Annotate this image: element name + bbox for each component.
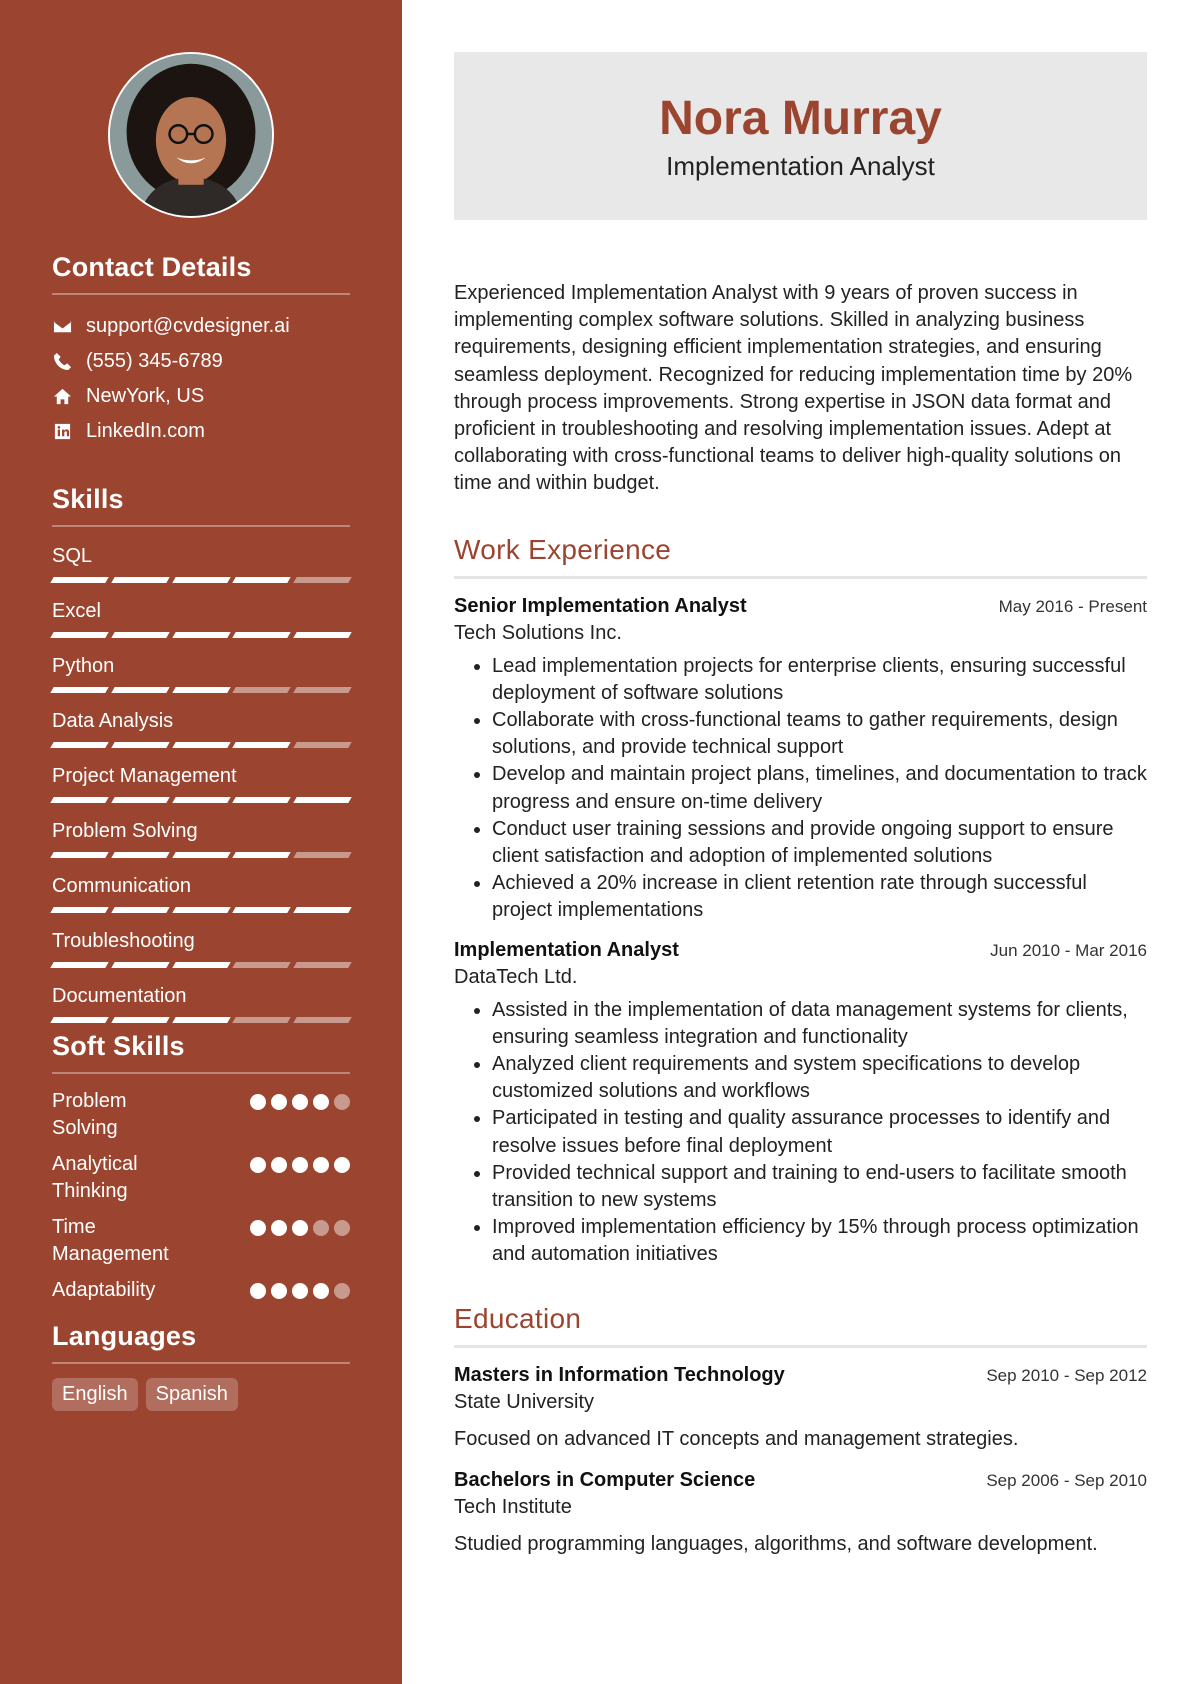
skill-level-bar	[52, 907, 350, 913]
skill-level-segment	[50, 687, 108, 693]
soft-skill-item	[52, 1277, 350, 1304]
job-bullets	[454, 653, 1147, 925]
skills-list	[52, 541, 350, 1023]
contact-linkedin[interactable]	[52, 414, 350, 449]
languages-section	[52, 1321, 350, 1411]
skill-item	[52, 541, 350, 583]
skill-name: Documentation	[52, 985, 187, 1007]
skill-item	[52, 981, 350, 1023]
skill-level-segment	[111, 962, 169, 968]
summary-paragraph: Experienced Implementation Analyst with 9 years of proven success in implementing complex software solutions. Skilled in analyzing business requirements, designing efficient implementation strategies, and ensuring seamless deployment. Recognized for reducing implementation time by 20% through process improvements. Strong expertise in JSON data format and proficient in troubleshooting and resolving implementation issues. Adept at collaborating with cross-functional teams to deliver high-quality solutions on time and within budget.	[454, 282, 1133, 495]
skill-level-segment	[233, 907, 291, 913]
skill-name: SQL	[52, 545, 93, 567]
rating-dot	[271, 1094, 287, 1110]
skill-level-segment	[111, 632, 169, 638]
skill-level-segment	[233, 742, 291, 748]
education-dates: Sep 2006 - Sep 2010	[986, 1470, 1147, 1490]
skill-level-bar	[52, 797, 350, 803]
skill-level-segment	[233, 962, 291, 968]
skill-item	[52, 871, 350, 913]
education-description: Focused on advanced IT concepts and management strategies.	[454, 1427, 1019, 1450]
languages-heading: Languages	[52, 1321, 350, 1364]
skill-level-segment	[50, 907, 108, 913]
name-header	[454, 52, 1147, 220]
rating-dot	[313, 1283, 329, 1299]
contact-linkedin-text: LinkedIn.com	[86, 420, 205, 442]
rating-dot	[250, 1157, 266, 1173]
soft-skill-item	[52, 1214, 350, 1268]
skill-level-segment	[293, 687, 351, 693]
skill-level-segment	[172, 907, 230, 913]
soft-skills-heading: Soft Skills	[52, 1031, 350, 1074]
sidebar	[0, 0, 402, 1684]
education-description: Studied programming languages, algorithms, and software development.	[454, 1532, 1098, 1555]
job-entry	[454, 939, 1147, 1269]
skill-level-segment	[172, 577, 230, 583]
education-entry	[454, 1364, 1147, 1451]
skill-level-segment	[233, 632, 291, 638]
rating-dot	[292, 1283, 308, 1299]
main-content	[454, 52, 1147, 1556]
soft-skill-name: Adaptability	[52, 1279, 156, 1301]
soft-skill-name: Analytical Thinking	[52, 1153, 138, 1202]
soft-skill-rating	[250, 1088, 350, 1110]
soft-skill-item	[52, 1151, 350, 1205]
soft-skill-rating	[250, 1151, 350, 1173]
person-name: Nora Murray	[659, 91, 942, 145]
rating-dot	[250, 1220, 266, 1236]
contact-location	[52, 379, 350, 414]
languages-list	[52, 1378, 350, 1411]
rating-dot	[334, 1157, 350, 1173]
rating-dot	[313, 1157, 329, 1173]
contact-email-text: support@cvdesigner.ai	[86, 315, 290, 337]
job-bullet: • Analyzed client requirements and system specifications to develop customized solutions and workflows	[492, 1051, 1147, 1105]
skill-level-segment	[111, 577, 169, 583]
school-name: Tech Institute	[454, 1495, 572, 1518]
skill-level-segment	[50, 1017, 108, 1023]
skill-level-segment	[50, 632, 108, 638]
job-bullet: • Conduct user training sessions and provide ongoing support to ensure client satisfaction and adoption of implemented solutions	[492, 816, 1147, 870]
work-heading: Work Experience	[454, 534, 1147, 579]
skill-level-segment	[233, 1017, 291, 1023]
rating-dot	[313, 1094, 329, 1110]
skill-level-segment	[293, 852, 351, 858]
skill-name: Troubleshooting	[52, 930, 195, 952]
job-bullet: • Collaborate with cross-functional teams to gather requirements, design solutions, and provide technical support	[492, 707, 1147, 761]
skill-name: Data Analysis	[52, 710, 174, 732]
soft-skills-section	[52, 1031, 350, 1313]
skill-level-segment	[233, 577, 291, 583]
skill-level-bar	[52, 742, 350, 748]
education-section	[454, 1303, 1147, 1556]
skill-level-segment	[293, 577, 351, 583]
soft-skill-rating	[250, 1214, 350, 1236]
school-name: State University	[454, 1390, 595, 1413]
work-section	[454, 534, 1147, 1269]
education-dates: Sep 2010 - Sep 2012	[986, 1365, 1147, 1385]
rating-dot	[334, 1220, 350, 1236]
job-bullet: • Lead implementation projects for enterprise clients, ensuring successful deployment of software solutions	[492, 653, 1147, 707]
skill-level-segment	[172, 797, 230, 803]
job-bullet: • Improved implementation efficiency by 15% through process optimization and automation initiatives	[492, 1214, 1147, 1268]
skill-level-segment	[293, 742, 351, 748]
skill-level-bar	[52, 1017, 350, 1023]
job-bullet: • Achieved a 20% increase in client retention rate through successful project implementations	[492, 870, 1147, 924]
rating-dot	[334, 1283, 350, 1299]
skill-level-segment	[172, 1017, 230, 1023]
phone-icon	[52, 352, 72, 372]
skill-level-segment	[111, 1017, 169, 1023]
education-entry	[454, 1469, 1147, 1556]
soft-skill-name: Problem Solving	[52, 1090, 127, 1139]
skill-name: Problem Solving	[52, 820, 198, 842]
job-company: DataTech Ltd.	[454, 965, 578, 988]
skill-level-segment	[293, 1017, 351, 1023]
skill-level-segment	[233, 852, 291, 858]
job-dates: Jun 2010 - Mar 2016	[990, 940, 1147, 960]
rating-dot	[271, 1220, 287, 1236]
contact-location-text: NewYork, US	[86, 385, 205, 407]
skill-level-segment	[172, 852, 230, 858]
degree-title: Bachelors in Computer Science	[454, 1468, 756, 1491]
skill-level-segment	[50, 962, 108, 968]
skill-level-bar	[52, 962, 350, 968]
skill-item	[52, 816, 350, 858]
language-pill: English	[52, 1378, 138, 1411]
degree-title: Masters in Information Technology	[454, 1363, 785, 1386]
job-bullet: • Provided technical support and training to end-users to facilitate smooth transition to new systems	[492, 1160, 1147, 1214]
job-bullet: • Participated in testing and quality assurance processes to identify and resolve issues before final deployment	[492, 1105, 1147, 1159]
contact-phone[interactable]	[52, 344, 350, 379]
rating-dot	[334, 1094, 350, 1110]
profile-photo	[108, 52, 274, 218]
skill-level-segment	[293, 962, 351, 968]
person-title: Implementation Analyst	[666, 150, 935, 181]
skill-level-segment	[233, 687, 291, 693]
skill-level-segment	[111, 742, 169, 748]
skill-item	[52, 926, 350, 968]
skill-level-segment	[293, 632, 351, 638]
skill-name: Python	[52, 655, 115, 677]
skill-name: Project Management	[52, 765, 237, 787]
contact-heading: Contact Details	[52, 252, 350, 295]
contact-phone-text: (555) 345-6789	[86, 350, 223, 372]
skill-item	[52, 651, 350, 693]
rating-dot	[292, 1220, 308, 1236]
skill-level-segment	[172, 962, 230, 968]
job-title: Senior Implementation Analyst	[454, 594, 747, 617]
soft-skill-item	[52, 1088, 350, 1142]
contact-email[interactable]	[52, 309, 350, 344]
skill-level-segment	[111, 797, 169, 803]
rating-dot	[271, 1283, 287, 1299]
job-bullet: • Assisted in the implementation of data management systems for clients, ensuring seamless integration and functionality	[492, 997, 1147, 1051]
job-bullets	[454, 997, 1147, 1269]
skill-level-bar	[52, 687, 350, 693]
rating-dot	[292, 1157, 308, 1173]
rating-dot	[313, 1220, 329, 1236]
skill-level-segment	[111, 687, 169, 693]
soft-skill-rating	[250, 1277, 350, 1299]
language-pill: Spanish	[146, 1378, 238, 1411]
skills-heading: Skills	[52, 484, 350, 527]
skill-level-segment	[50, 742, 108, 748]
skill-level-bar	[52, 632, 350, 638]
skill-level-segment	[111, 852, 169, 858]
skill-level-segment	[111, 907, 169, 913]
skill-level-segment	[293, 907, 351, 913]
skill-item	[52, 761, 350, 803]
skill-level-segment	[293, 797, 351, 803]
skill-level-segment	[172, 632, 230, 638]
home-icon	[52, 387, 72, 407]
skill-item	[52, 596, 350, 638]
skill-level-segment	[172, 742, 230, 748]
job-dates: May 2016 - Present	[998, 596, 1147, 616]
contact-section	[52, 252, 350, 449]
education-heading: Education	[454, 1303, 1147, 1348]
skill-name: Communication	[52, 875, 191, 897]
job-entry	[454, 595, 1147, 925]
job-company: Tech Solutions Inc.	[454, 621, 622, 644]
skill-level-segment	[50, 577, 108, 583]
linkedin-icon	[52, 422, 72, 442]
skill-level-bar	[52, 577, 350, 583]
rating-dot	[271, 1157, 287, 1173]
skill-level-segment	[50, 797, 108, 803]
envelope-icon	[52, 317, 72, 337]
skill-level-segment	[50, 852, 108, 858]
rating-dot	[250, 1094, 266, 1110]
skill-level-segment	[172, 687, 230, 693]
job-bullet: • Develop and maintain project plans, timelines, and documentation to track progress and ensure on-time delivery	[492, 761, 1147, 815]
skill-item	[52, 706, 350, 748]
soft-skills-list	[52, 1088, 350, 1304]
skill-level-segment	[233, 797, 291, 803]
job-title: Implementation Analyst	[454, 938, 679, 961]
soft-skill-name: Time Management	[52, 1216, 169, 1265]
rating-dot	[250, 1283, 266, 1299]
skills-section	[52, 484, 350, 1036]
rating-dot	[292, 1094, 308, 1110]
skill-level-bar	[52, 852, 350, 858]
skill-name: Excel	[52, 600, 101, 622]
